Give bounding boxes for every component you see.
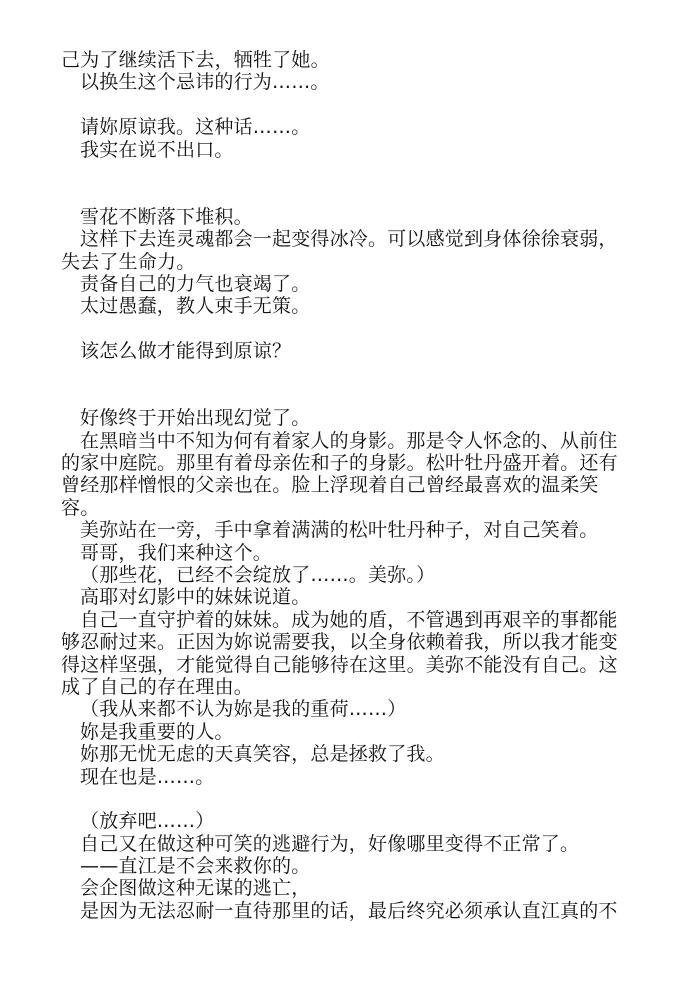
blank-line [61, 94, 661, 116]
text-line: 得这样坚强，才能觉得自己能够待在这里。美弥不能没有自己。这 [61, 653, 618, 676]
text-line: 自己一直守护着的妹妹。成为她的盾，不管遇到再艰辛的事都能 [80, 608, 618, 631]
blank-line [61, 318, 661, 340]
text-line: ——直江是不会来救你的。 [80, 855, 311, 878]
text-line: 会企图做这种无谋的逃亡， [80, 877, 311, 900]
text-line: 妳那无忧无虑的天真笑容，总是拯救了我。 [80, 743, 445, 766]
blank-line [61, 362, 661, 384]
text-line: 妳是我重要的人。 [80, 720, 234, 743]
text-line: （我从来都不认为妳是我的重荷……） [80, 698, 407, 721]
text-line: 我实在说不出口。 [80, 138, 234, 161]
document-page [61, 49, 661, 922]
text-line: 失去了生命力。 [61, 250, 196, 273]
text-line: 现在也是……。 [80, 765, 215, 788]
text-line: 己为了继续活下去，牺牲了她。 [61, 49, 330, 71]
text-line: （那些花，已经不会绽放了……。美弥。） [80, 563, 436, 586]
blank-line [61, 788, 661, 810]
text-line: 高耶对幻影中的妹妹说道。 [80, 586, 311, 609]
text-line: 请妳原谅我。这种话……。 [80, 116, 311, 139]
text-line: 的家中庭院。那里有着母亲佐和子的身影。松叶牡丹盛开着。还有 [61, 452, 618, 475]
blank-line [61, 161, 661, 183]
text-line: 责备自己的力气也衰竭了。 [80, 272, 311, 295]
text-line: 该怎么做才能得到原谅？ [80, 340, 292, 363]
text-line: 哥哥，我们来种这个。 [80, 541, 273, 564]
text-line: 曾经那样憎恨的父亲也在。脸上浮现着自己曾经最喜欢的温柔笑 [61, 474, 599, 497]
text-line: 是因为无法忍耐一直待那里的话，最后终究必须承认直江真的不 [80, 899, 618, 922]
text-line: 这样下去连灵魂都会一起变得冰冷。可以感觉到身体徐徐衰弱， [80, 228, 618, 251]
text-line: 在黑暗当中不知为何有着家人的身影。那是令人怀念的、从前住 [80, 429, 618, 452]
text-line: 自己又在做这种可笑的逃避行为，好像哪里变得不正常了。 [80, 832, 580, 855]
text-line: 太过愚蠢，教人束手无策。 [80, 295, 311, 318]
text-line: 够忍耐过来。正因为妳说需要我，以全身依赖着我，所以我才能变 [61, 631, 618, 654]
text-line: 好像终于开始出现幻觉了。 [80, 407, 311, 430]
text-line: 容。 [61, 496, 100, 519]
text-line: 雪花不断落下堆积。 [80, 205, 253, 228]
text-line: 美弥站在一旁，手中拿着满满的松叶牡丹种子，对自己笑着。 [80, 519, 599, 542]
blank-line [61, 183, 661, 205]
text-line: 以换生这个忌讳的行为……。 [80, 71, 330, 94]
text-line: （放弃吧……） [80, 810, 215, 833]
blank-line [61, 385, 661, 407]
text-line: 成了自己的存在理由。 [61, 675, 254, 698]
